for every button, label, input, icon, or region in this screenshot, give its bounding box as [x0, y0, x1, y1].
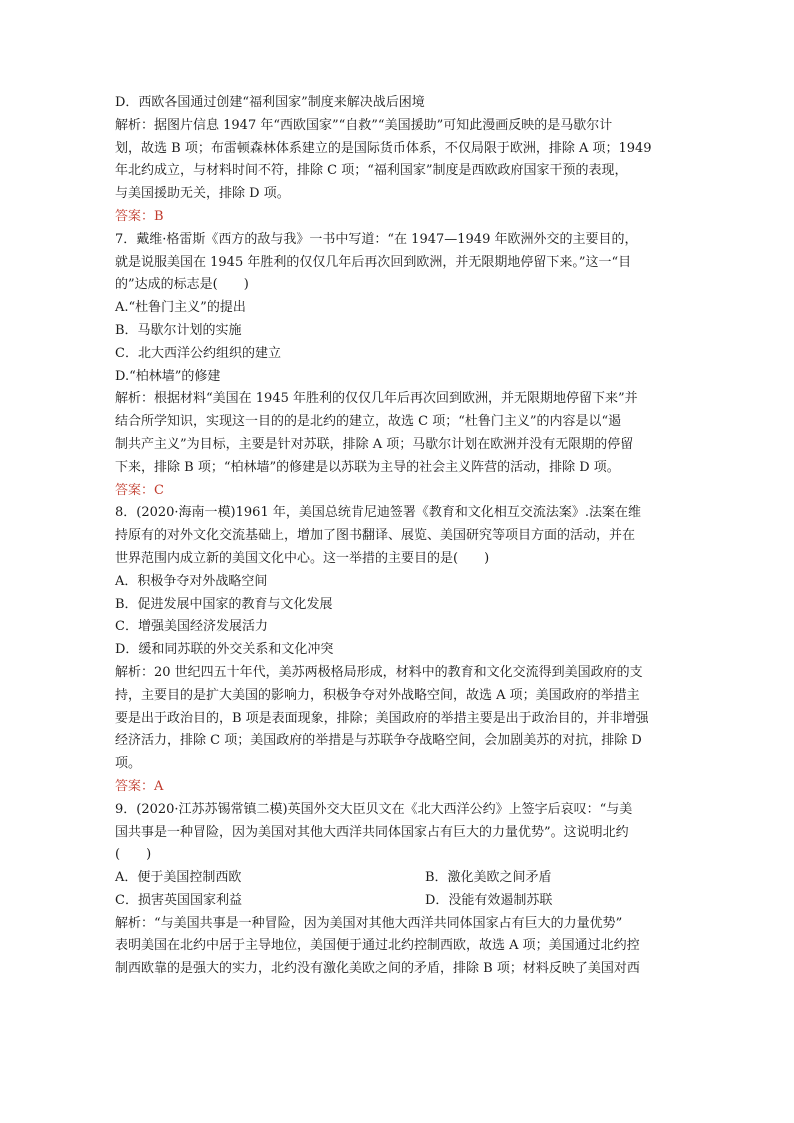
q7-option-a: A.“杜鲁门主义”的提出 — [115, 300, 246, 316]
q8-option-a: A．积极争夺对外战略空间 — [115, 573, 268, 589]
q9-option-c: C．损害英国国家利益 — [115, 892, 242, 908]
q7-analysis-line: 结合所学知识，实现这一目的的是北约的建立，故选 C 项；“杜鲁门主义”的内容是以“遏 — [115, 414, 622, 430]
q8-option-d: D．缓和同苏联的外交关系和文化冲突 — [115, 642, 334, 658]
q8-stem-line: 持原有的对外文化交流基础上，增加了图书翻译、展览、美国研究等项目方面的活动，并在 — [115, 528, 636, 544]
q7-analysis-line: 制共产主义”为目标，主要是针对苏联，排除 A 项；马歇尔计划在欧洲并没有无限期的停留 — [115, 436, 634, 452]
q8-analysis-line: 要是出于政治目的，B 项是表面现象，排除；美国政府的举措主要是出于政治目的，并非增强 — [115, 710, 649, 726]
q7-stem-line: 就是说服美国在 1945 年胜利的仅仅几年后再次回到欧洲，并无限期地停留下来。”这一“目 — [115, 254, 632, 270]
q9-stem-line: ( ) — [115, 847, 152, 863]
q9-option-a: A．便于美国控制西欧 — [115, 870, 242, 886]
q9-option-b: B．激化美欧之间矛盾 — [425, 870, 552, 886]
q6-option-d: D．西欧各国通过创建“福利国家”制度来解决战后困境 — [115, 95, 425, 110]
q9-analysis-line: 表明美国在北约中居于主导地位，美国便于通过北约控制西欧，故选 A 项；美国通过北约控 — [115, 938, 640, 954]
q7-option-d: D.“柏林墙”的修建 — [115, 368, 221, 384]
q9-options-row — [115, 890, 683, 913]
q7-stem-line: 7．戴维·格雷斯《西方的敌与我》一书中写道：“在 1947—1949 年欧洲外交的主要目的， — [115, 231, 638, 247]
q6-analysis-line: 与美国援助无关，排除 D 项。 — [115, 186, 290, 202]
q9-analysis-line: 解析：“与美国共事是一种冒险，因为美国对其他大西洋共同体国家占有巨大的力量优势” — [115, 915, 623, 931]
q8-answer: 答案：A — [115, 778, 164, 794]
q7-analysis-line: 下来，排除 B 项；“柏林墙”的修建是以苏联为主导的社会主义阵营的活动，排除 D 项。 — [115, 459, 620, 475]
q6-answer: 答案：B — [115, 208, 164, 224]
q7-option-c: C．北大西洋公约组织的建立 — [115, 345, 281, 361]
q8-analysis-line: 经济活力，排除 C 项；美国政府的举措是与苏联争夺战略空间，会加剧美苏的对抗，排除 D — [115, 733, 642, 749]
q8-analysis-line: 解析：20 世纪四五十年代，美苏两极格局形成，材料中的教育和文化交流得到美国政府的支 — [115, 664, 643, 680]
q6-analysis-line: 解析：据图片信息 1947 年“西欧国家”“自救”“美国援助”可知此漫画反映的是马歇尔计 — [115, 117, 613, 133]
q6-analysis-line: 年北约成立，与材料时间不符，排除 C 项；“福利国家”制度是西欧政府国家干预的表现， — [115, 163, 628, 179]
q9-analysis-line: 制西欧靠的是强大的实力，北约没有激化美欧之间的矛盾，排除 B 项；材料反映了美国对西 — [115, 961, 640, 977]
q7-option-b: B．马歇尔计划的实施 — [115, 322, 242, 338]
q9-stem-line: 国共事是一种冒险，因为美国对其他大西洋共同体国家占有巨大的力量优势”。这说明北约 — [115, 824, 629, 840]
q8-analysis-line: 项。 — [115, 756, 142, 772]
q8-stem-line: 8．(2020·海南一模)1961 年，美国总统肯尼迪签署《教育和文化相互交流法案》.法案在维 — [115, 505, 641, 521]
q7-analysis-line: 解析：根据材料“美国在 1945 年胜利的仅仅几年后再次回到欧洲，并无限期地停留下来”并 — [115, 391, 638, 407]
q7-stem-line: 的”达成的标志是( ) — [115, 277, 249, 293]
q9-option-d: D．没能有效遏制苏联 — [425, 892, 553, 908]
q8-option-b: B．促进发展中国家的教育与文化发展 — [115, 596, 333, 612]
q6-analysis-line: 划，故选 B 项；布雷顿森林体系建立的是国际货币体系，不仅局限于欧洲，排除 A 项；1949 — [115, 140, 652, 156]
q7-answer: 答案：C — [115, 482, 164, 498]
q9-options-row — [115, 867, 683, 890]
q8-option-c: C．增强美国经济发展活力 — [115, 619, 268, 635]
document-page — [115, 92, 683, 981]
q8-analysis-line: 持，主要目的是扩大美国的影响力，积极争夺对外战略空间，故选 A 项；美国政府的举措主 — [115, 687, 640, 703]
q8-stem-line: 世界范围内成立新的美国文化中心。这一举措的主要目的是( ) — [115, 550, 490, 566]
q9-stem-line: 9．(2020·江苏苏锡常镇二模)英国外交大臣贝文在《北大西洋公约》上签字后哀叹：“与美 — [115, 801, 633, 817]
